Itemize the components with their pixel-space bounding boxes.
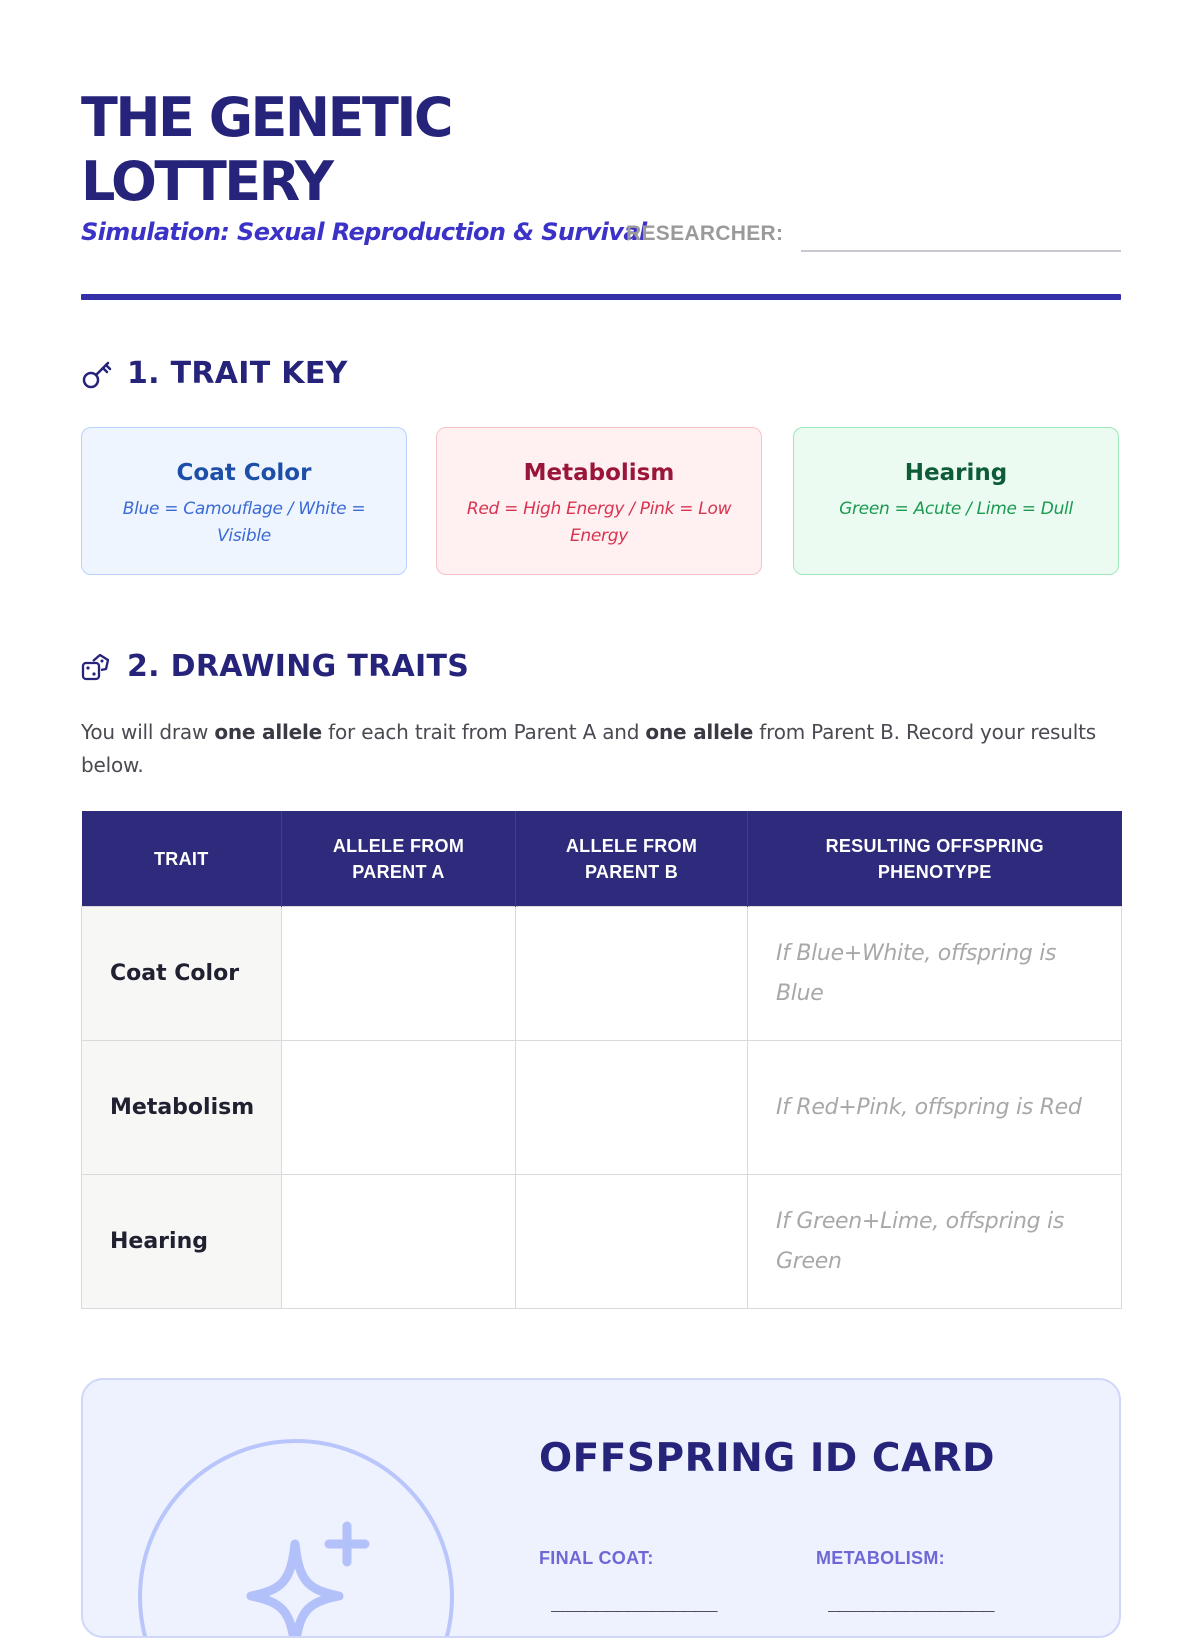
parent-a-allele-cell[interactable] (282, 1175, 516, 1309)
trait-cell: Metabolism (82, 1041, 282, 1175)
researcher-name-field[interactable] (801, 250, 1121, 252)
sparkle-icon (221, 1520, 381, 1638)
table-header-trait: TRAIT (82, 811, 282, 907)
parent-b-allele-cell[interactable] (516, 907, 748, 1041)
table-row (82, 1041, 1122, 1175)
phenotype-cell[interactable]: If Green+Lime, offspring is Green (748, 1175, 1122, 1309)
offspring-id-card (81, 1378, 1121, 1638)
table-header-parent-b: ALLELE FROM PARENT B (516, 811, 748, 907)
page-title: THE GENETIC LOTTERY (81, 86, 452, 213)
table-header-parent-a: ALLELE FROM PARENT A (282, 811, 516, 907)
section-title: 2. DRAWING TRAITS (127, 649, 470, 684)
trait-card-title: Coat Color (176, 460, 312, 486)
phenotype-cell[interactable]: If Red+Pink, offspring is Red (748, 1041, 1122, 1175)
dice-icon (81, 651, 113, 683)
table-header-row (82, 811, 1122, 907)
section-trait-key-heading (81, 356, 348, 391)
metabolism-label: METABOLISM: (816, 1548, 945, 1568)
trait-drawing-table (81, 811, 1122, 1309)
section-title: 1. TRAIT KEY (127, 356, 348, 391)
trait-key-cards (81, 427, 1121, 577)
trait-card-coat-color (81, 427, 407, 575)
phenotype-cell[interactable]: If Blue+White, offspring is Blue (748, 907, 1122, 1041)
trait-cell: Coat Color (82, 907, 282, 1041)
trait-card-description: Blue = Camouflage / White = Visible (122, 499, 366, 546)
final-coat-field[interactable]: _______________ (551, 1588, 717, 1612)
table-row (82, 1175, 1122, 1309)
id-card-title: OFFSPRING ID CARD (539, 1436, 996, 1481)
parent-a-allele-cell[interactable] (282, 907, 516, 1041)
header-divider (81, 294, 1121, 300)
trait-card-hearing (793, 427, 1119, 575)
key-icon (81, 358, 113, 390)
parent-a-allele-cell[interactable] (282, 1041, 516, 1175)
instructions-text: You will draw one allele for each trait from Parent A and one allele from Parent B. Record your results below. (81, 720, 1096, 777)
metabolism-field[interactable]: _______________ (828, 1588, 994, 1612)
section-drawing-traits-heading (81, 649, 469, 684)
table-header-phenotype: RESULTING OFFSPRING PHENOTYPE (748, 811, 1122, 907)
final-coat-label: FINAL COAT: (539, 1548, 654, 1568)
trait-card-description: Green = Acute / Lime = Dull (839, 499, 1073, 519)
table-row (82, 907, 1122, 1041)
trait-cell: Hearing (82, 1175, 282, 1309)
page-subtitle: Simulation: Sexual Reproduction & Survival (81, 218, 647, 246)
parent-b-allele-cell[interactable] (516, 1175, 748, 1309)
trait-card-title: Hearing (904, 460, 1008, 486)
parent-b-allele-cell[interactable] (516, 1041, 748, 1175)
trait-card-title: Metabolism (523, 460, 675, 486)
researcher-label: RESEARCHER: (626, 222, 784, 245)
trait-card-metabolism (436, 427, 762, 575)
trait-card-description: Red = High Energy / Pink = Low Energy (466, 499, 732, 546)
